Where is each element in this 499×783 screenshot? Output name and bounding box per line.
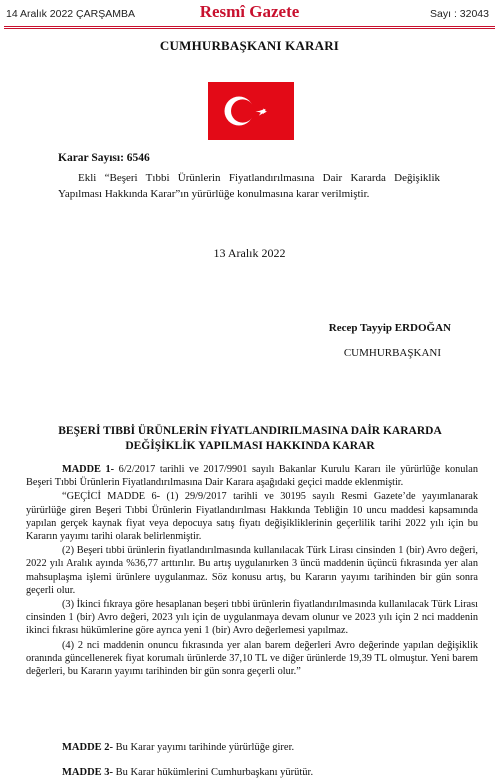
article-1-label: MADDE 1- — [62, 464, 115, 475]
decision-date: 13 Aralık 2022 — [213, 246, 286, 260]
turkish-flag-icon — [208, 82, 294, 140]
regulation-body — [26, 463, 478, 678]
article-3-text: Bu Karar hükümlerini Cumhurbaşkanı yürütür. — [113, 767, 314, 778]
regulation-title-line-1: BEŞERİ TIBBİ ÜRÜNLERİN FİYATLANDIRILMASINA DAİR KARARDA — [58, 425, 442, 437]
header-divider — [4, 26, 495, 27]
gazette-title: Resmî Gazete — [199, 2, 300, 21]
header-date: 14 Aralık 2022 ÇARŞAMBA — [6, 8, 135, 20]
article-2-label: MADDE 2- — [62, 742, 114, 753]
article-2-text: Bu Karar yayımı tarihinde yürürlüğe girer. — [113, 742, 295, 753]
provisional-article-paragraph-2: (2) Beşeri tıbbi ürünlerin fiyatlandırılmasında kullanılacak Türk Lirası cinsinden 1 (bir) Avro değeri, 2022 yılı Aralık ayında %36,77 arttırılır. Bu artış uygulanırken 3 üncü maddenin üçüncü fıkrasında yer alan mahsuplaşma işlemi ürünlere uygulanmaz. Söz konusu artış, bu Kararın yayımı tarihinden bir gün sonra geçerli olur. — [26, 545, 478, 596]
article-1-text: 6/2/2017 tarihli ve 2017/9901 sayılı Bakanlar Kurulu Kararı ile yürürlüğe konulan Beşeri Tıbbi Ürünlerin Fiyatlandırılmasına Dair Karara aşağıdaki geçici madde eklenmiştir. — [26, 464, 479, 489]
signatory-title: CUMHURBAŞKANI — [343, 347, 441, 359]
header-divider-secondary — [4, 28, 495, 29]
regulation-title-line-2: DEĞİŞİKLİK YAPILMASI HAKKINDA KARAR — [125, 440, 375, 452]
provisional-article-paragraph-3: (3) İkinci fıkraya göre hesaplanan beşeri tıbbi ürünlerin fiyatlandırılmasında kullanılacak Türk Lirası cinsinden 1 (bir) Avro değeri, 2023 yılı için de uygulanmaya devam olunur ve 2023 yılı için 2 nci maddenin ikinci fıkrası hükümlerine göre ayrıca yeni 1 (bir) Avro değerlemesi yapılmaz. — [26, 599, 478, 637]
provisional-article-paragraph-1: “GEÇİCİ MADDE 6- (1) 29/9/2017 tarihli ve 30195 sayılı Resmi Gazete’de yayımlanarak yürürlüğe giren Beşeri Tıbbi Ürünlerin Fiyatlandırılması Hakkında Tebliğin 10 uncu maddesi kapsamında yapılan gerçek kaynak fiyat veya depocuya satış fiyatı değişikliklerinin geçerlilik tarihi 2022 yılı için bu Kararın yayımı tarihi olarak belirlenmiştir. — [26, 491, 478, 543]
article-3-paragraph — [62, 767, 313, 778]
article-1-paragraph — [26, 463, 478, 489]
decision-intro-text: Ekli “Beşeri Tıbbi Ürünlerin Fiyatlandırılmasına Dair Kararda Değişiklik Yapılması Hakkında Karar”ın yürürlüğe konulmasına karar verilmiştir. — [58, 172, 440, 200]
signatory-name: Recep Tayyip ERDOĞAN — [328, 322, 451, 334]
page-title: CUMHURBAŞKANI KARARI — [159, 38, 340, 53]
gazette-header — [0, 0, 499, 26]
provisional-article-paragraph-4: (4) 2 nci maddenin onuncu fıkrasında yer alan barem değerleri Avro değerinde yapılan değişiklik oranında güncellenerek fiyat korumalı ürünlerde 37,10 TL ve diğer ürünlerde 19,39 TL olmuştur. Yeni barem değerleri, bu Kararın yayımı tarihinden bir gün sonra geçerli olur.” — [26, 639, 478, 678]
decision-number: Karar Sayısı: 6546 — [58, 152, 150, 164]
article-3-label: MADDE 3- — [62, 767, 114, 778]
regulation-title — [30, 424, 470, 454]
article-2-paragraph — [62, 742, 294, 753]
issue-number: Sayı : 32043 — [430, 8, 489, 20]
